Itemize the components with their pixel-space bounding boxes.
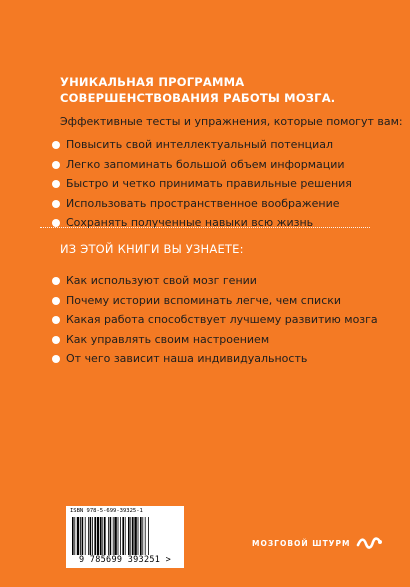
list-item bbox=[52, 155, 352, 175]
list-item-label: Какая работа способствует лучшему развитию мозга bbox=[66, 313, 378, 326]
list-item-label: От чего зависит наша индивидуальность bbox=[66, 352, 308, 365]
bullet-icon bbox=[52, 277, 60, 285]
list-item bbox=[52, 174, 352, 194]
list-item bbox=[52, 194, 352, 214]
headline-line-1: УНИКАЛЬНАЯ ПРОГРАММА bbox=[60, 75, 245, 89]
bullet-icon bbox=[52, 141, 60, 149]
isbn-text: ISBN 978-5-699-39325-1 bbox=[70, 508, 143, 514]
bullet-icon bbox=[52, 180, 60, 188]
bullet-icon bbox=[52, 316, 60, 324]
list-item bbox=[52, 310, 378, 330]
list-item bbox=[52, 291, 378, 311]
brain-wave-icon bbox=[356, 536, 382, 550]
list-item bbox=[52, 271, 378, 291]
section-title: ИЗ ЭТОЙ КНИГИ ВЫ УЗНАЕТЕ: bbox=[60, 242, 244, 256]
list-item-label: Быстро и четко принимать правильные решения bbox=[66, 177, 352, 190]
publisher-logo-text: МОЗГОВОЙ ШТУРМ bbox=[252, 538, 351, 548]
dotted-divider bbox=[40, 227, 370, 228]
list-item-label: Легко запоминать большой объем информации bbox=[66, 157, 345, 171]
barcode-digits: 9 785699 393251 > bbox=[78, 555, 172, 565]
list-item-label: Сохранять полученные навыки всю жизнь bbox=[66, 216, 314, 229]
list-item bbox=[52, 349, 378, 369]
topics-list bbox=[52, 271, 378, 369]
bullet-icon bbox=[52, 200, 60, 208]
headline bbox=[60, 74, 335, 106]
list-item-label: Как управлять своим настроением bbox=[66, 332, 270, 346]
list-item-label: Как используют свой мозг гении bbox=[66, 274, 257, 287]
list-item-label: Повысить свой интеллектуальный потенциал bbox=[66, 138, 334, 151]
bullet-icon bbox=[52, 161, 60, 169]
barcode-icon bbox=[70, 517, 180, 555]
intro-text: Эффективные тесты и упражнения, которые помогут вам: bbox=[60, 115, 403, 128]
bullet-icon bbox=[52, 297, 60, 305]
barcode-block bbox=[66, 506, 184, 568]
list-item-label: Почему истории вспоминать легче, чем списки bbox=[66, 293, 342, 307]
bullet-icon bbox=[52, 355, 60, 363]
list-item bbox=[52, 330, 378, 350]
list-item bbox=[52, 213, 352, 233]
headline-line-2: СОВЕРШЕНСТВОВАНИЯ РАБОТЫ МОЗГА. bbox=[60, 91, 336, 105]
bullet-icon bbox=[52, 336, 60, 344]
list-item-label: Использовать пространственное воображение bbox=[66, 196, 340, 210]
publisher-logo bbox=[252, 536, 382, 550]
bullet-icon bbox=[52, 219, 60, 227]
benefits-list bbox=[52, 135, 352, 233]
list-item bbox=[52, 135, 352, 155]
